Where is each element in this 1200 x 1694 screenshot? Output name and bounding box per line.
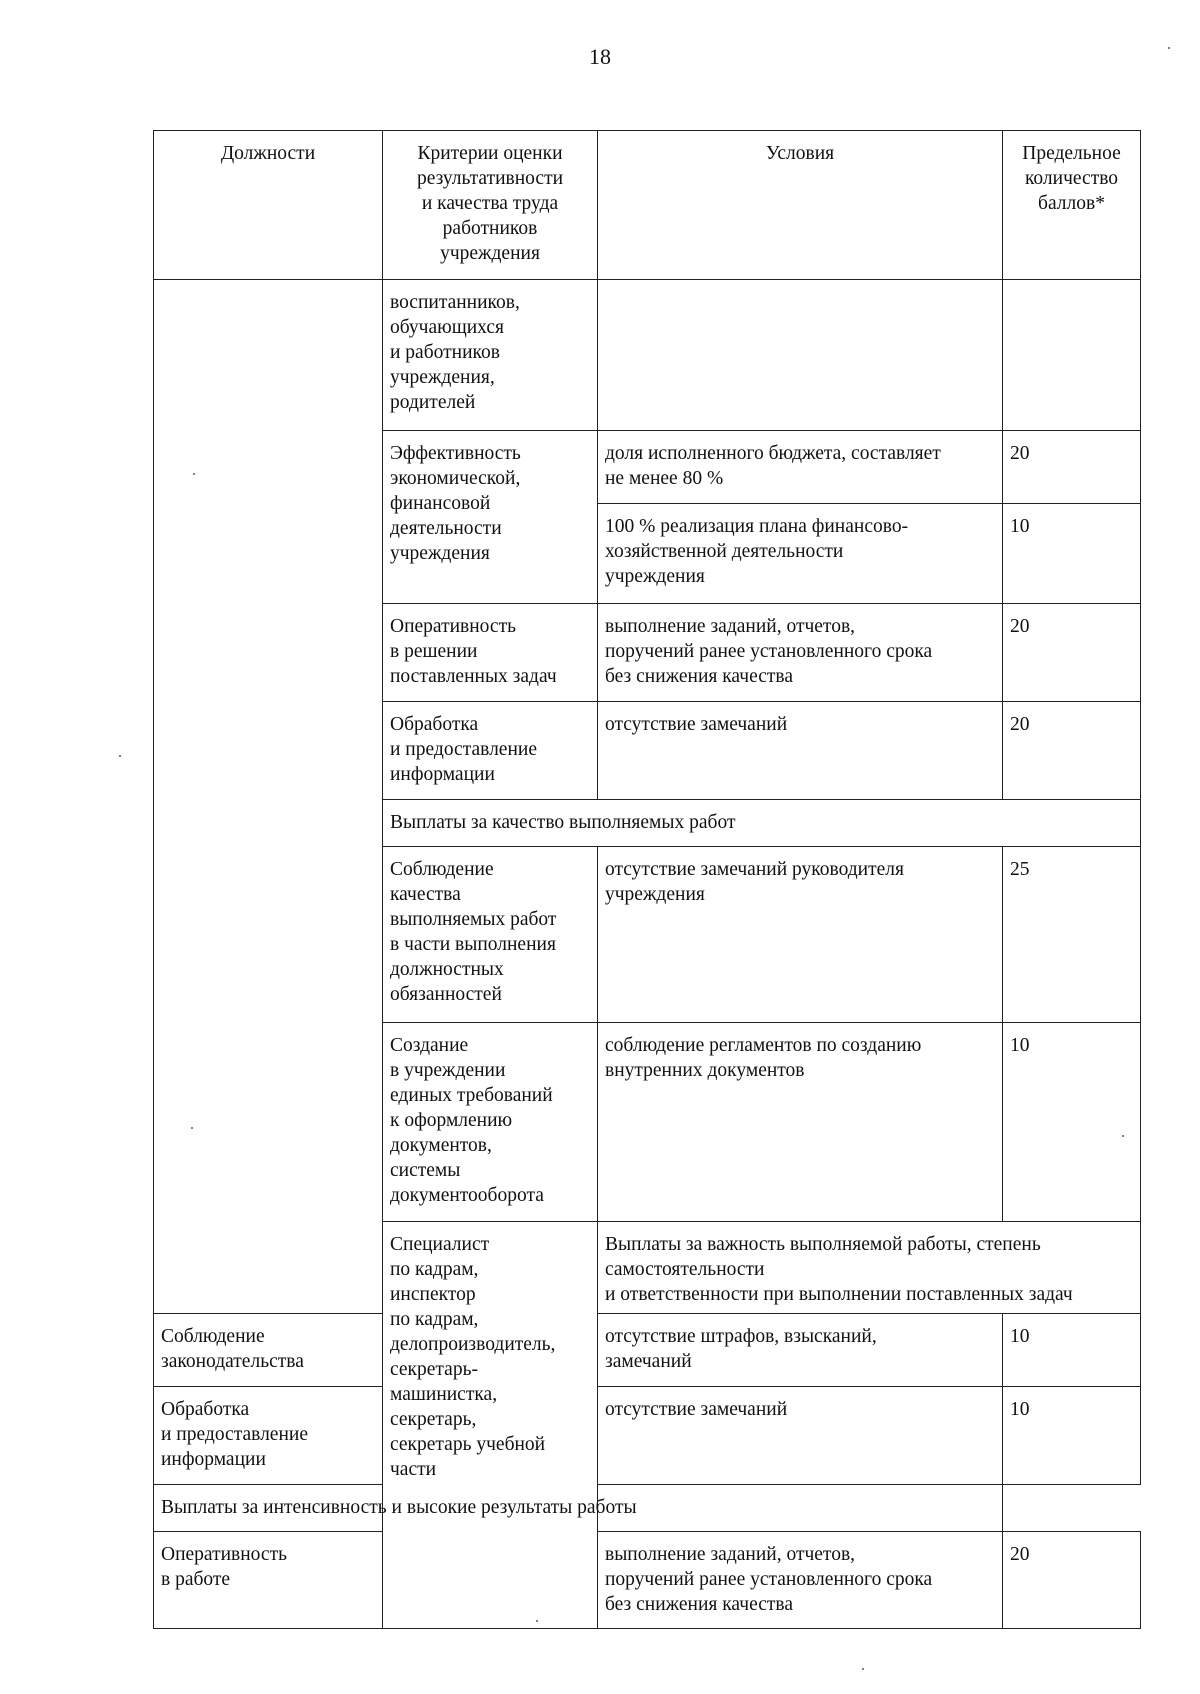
points-cell: 10 (1003, 1314, 1141, 1387)
points-cell: 10 (1003, 504, 1141, 604)
scan-speck (191, 1127, 193, 1129)
header-row (154, 131, 1141, 280)
scan-speck (119, 755, 121, 757)
condition-cell: отсутствие штрафов, взысканий, замечаний (598, 1314, 1003, 1387)
section-heading-quality: Выплаты за качество выполняемых работ (383, 800, 1141, 847)
scan-speck (1122, 1135, 1124, 1137)
condition-cell: 100 % реализация плана финансово- хозяйственной деятельности учреждения (598, 504, 1003, 604)
criteria-table (153, 130, 1141, 1629)
header-criteria: Критерии оценки результативности и качества труда работников учреждения (383, 131, 598, 280)
points-cell: 20 (1003, 431, 1141, 504)
condition-cell: отсутствие замечаний (598, 1387, 1003, 1485)
condition-cell: доля исполненного бюджета, составляет не менее 80 % (598, 431, 1003, 504)
scan-speck (862, 1668, 864, 1670)
header-conditions: Условия (598, 131, 1003, 280)
page-number: 18 (589, 44, 611, 69)
table-row (154, 1387, 1141, 1485)
criteria-cell: воспитанников, обучающихся и работников учреждения, родителей (383, 280, 598, 431)
points-cell: 20 (1003, 702, 1141, 800)
criteria-cell: Соблюдение качества выполняемых работ в части выполнения должностных обязанностей (383, 847, 598, 1023)
position-cell-blank (154, 280, 383, 1314)
points-cell: 10 (1003, 1023, 1141, 1222)
criteria-cell: Эффективность экономической, финансовой деятельности учреждения (383, 431, 598, 604)
points-cell (1003, 280, 1141, 431)
criteria-cell: Соблюдение законодательства (154, 1314, 383, 1387)
criteria-cell: Оперативность в решении поставленных задач (383, 604, 598, 702)
condition-cell: выполнение заданий, отчетов, поручений ранее установленного срока без снижения качества (598, 604, 1003, 702)
position-cell-specialist: Специалист по кадрам, инспектор по кадрам, делопроизводитель, секретарь- машинистка, секретарь, секретарь учебной части (383, 1222, 598, 1629)
scan-speck (1168, 47, 1170, 49)
scan-speck (536, 1620, 538, 1622)
points-cell: 20 (1003, 1532, 1141, 1629)
criteria-cell: Создание в учреждении единых требований к оформлению документов, системы документооборота (383, 1023, 598, 1222)
points-cell: 25 (1003, 847, 1141, 1023)
condition-cell: соблюдение регламентов по созданию внутренних документов (598, 1023, 1003, 1222)
table-row (154, 1532, 1141, 1629)
points-cell: 20 (1003, 604, 1141, 702)
criteria-cell: Обработка и предоставление информации (154, 1387, 383, 1485)
criteria-cell: Оперативность в работе (154, 1532, 383, 1629)
criteria-cell: Обработка и предоставление информации (383, 702, 598, 800)
section-heading-intensity: Выплаты за интенсивность и высокие результаты работы (154, 1485, 1003, 1532)
header-position: Должности (154, 131, 383, 280)
condition-cell (598, 280, 1003, 431)
section-heading-importance: Выплаты за важность выполняемой работы, степень самостоятельности и ответственности при выполнении поставленных задач (598, 1222, 1141, 1314)
points-cell: 10 (1003, 1387, 1141, 1485)
table-row (154, 280, 1141, 431)
section-row (154, 1485, 1141, 1532)
header-max-points: Предельное количество баллов* (1003, 131, 1141, 280)
table-row (154, 1314, 1141, 1387)
condition-cell: отсутствие замечаний (598, 702, 1003, 800)
condition-cell: отсутствие замечаний руководителя учреждения (598, 847, 1003, 1023)
condition-cell: выполнение заданий, отчетов, поручений ранее установленного срока без снижения качества (598, 1532, 1003, 1629)
scan-speck (193, 473, 195, 475)
